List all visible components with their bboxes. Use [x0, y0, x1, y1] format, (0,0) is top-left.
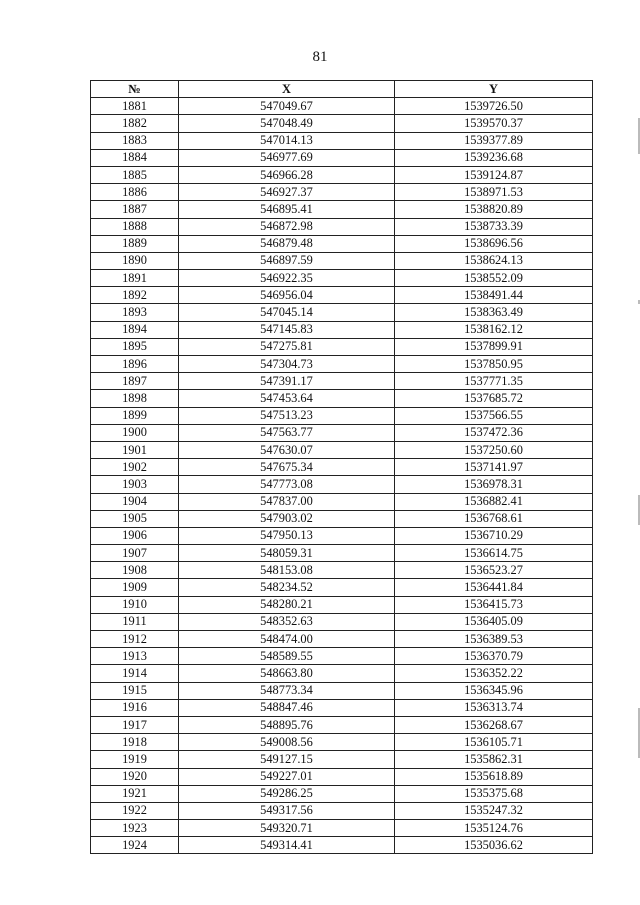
y-coordinate: 1537141.97	[395, 459, 593, 476]
table-row	[91, 201, 593, 218]
point-number: 1887	[91, 201, 179, 218]
table-row	[91, 149, 593, 166]
header-y: Y	[395, 81, 593, 98]
point-number: 1908	[91, 562, 179, 579]
y-coordinate: 1538491.44	[395, 287, 593, 304]
y-coordinate: 1538971.53	[395, 184, 593, 201]
table-row	[91, 287, 593, 304]
table-row	[91, 356, 593, 373]
point-number: 1914	[91, 665, 179, 682]
y-coordinate: 1539570.37	[395, 115, 593, 132]
point-number: 1892	[91, 287, 179, 304]
point-number: 1890	[91, 252, 179, 269]
y-coordinate: 1535036.62	[395, 837, 593, 854]
y-coordinate: 1538162.12	[395, 321, 593, 338]
y-coordinate: 1537472.36	[395, 424, 593, 441]
x-coordinate: 547145.83	[179, 321, 395, 338]
header-number: №	[91, 81, 179, 98]
y-coordinate: 1538820.89	[395, 201, 593, 218]
table-row	[91, 132, 593, 149]
x-coordinate: 547049.67	[179, 98, 395, 115]
x-coordinate: 549227.01	[179, 768, 395, 785]
x-coordinate: 547045.14	[179, 304, 395, 321]
point-number: 1888	[91, 218, 179, 235]
x-coordinate: 548847.46	[179, 699, 395, 716]
x-coordinate: 546872.98	[179, 218, 395, 235]
point-number: 1902	[91, 459, 179, 476]
table-row	[91, 648, 593, 665]
point-number: 1916	[91, 699, 179, 716]
y-coordinate: 1537685.72	[395, 390, 593, 407]
point-number: 1893	[91, 304, 179, 321]
page-number: 81	[312, 49, 328, 65]
point-number: 1883	[91, 132, 179, 149]
y-coordinate: 1537250.60	[395, 441, 593, 458]
x-coordinate: 547903.02	[179, 510, 395, 527]
point-number: 1920	[91, 768, 179, 785]
point-number: 1904	[91, 493, 179, 510]
x-coordinate: 549127.15	[179, 751, 395, 768]
table-row	[91, 321, 593, 338]
table-row	[91, 665, 593, 682]
table-row	[91, 596, 593, 613]
point-number: 1915	[91, 682, 179, 699]
point-number: 1897	[91, 373, 179, 390]
point-number: 1896	[91, 356, 179, 373]
y-coordinate: 1537899.91	[395, 338, 593, 355]
x-coordinate: 549317.56	[179, 802, 395, 819]
x-coordinate: 547773.08	[179, 476, 395, 493]
y-coordinate: 1536405.09	[395, 613, 593, 630]
x-coordinate: 548474.00	[179, 631, 395, 648]
y-coordinate: 1537850.95	[395, 356, 593, 373]
x-coordinate: 548234.52	[179, 579, 395, 596]
table-row	[91, 407, 593, 424]
x-coordinate: 547837.00	[179, 493, 395, 510]
table-row	[91, 270, 593, 287]
x-coordinate: 547950.13	[179, 527, 395, 544]
point-number: 1912	[91, 631, 179, 648]
table-row	[91, 252, 593, 269]
point-number: 1918	[91, 734, 179, 751]
point-number: 1924	[91, 837, 179, 854]
x-coordinate: 548773.34	[179, 682, 395, 699]
table-row	[91, 716, 593, 733]
point-number: 1895	[91, 338, 179, 355]
x-coordinate: 546956.04	[179, 287, 395, 304]
point-number: 1909	[91, 579, 179, 596]
y-coordinate: 1536268.67	[395, 716, 593, 733]
table-row	[91, 579, 593, 596]
table-row	[91, 768, 593, 785]
x-coordinate: 548663.80	[179, 665, 395, 682]
table-row	[91, 734, 593, 751]
table-row	[91, 304, 593, 321]
point-number: 1921	[91, 785, 179, 802]
table-row	[91, 837, 593, 854]
point-number: 1903	[91, 476, 179, 493]
point-number: 1885	[91, 166, 179, 183]
y-coordinate: 1536370.79	[395, 648, 593, 665]
x-coordinate: 546879.48	[179, 235, 395, 252]
table-row	[91, 820, 593, 837]
y-coordinate: 1536441.84	[395, 579, 593, 596]
x-coordinate: 547630.07	[179, 441, 395, 458]
x-coordinate: 549314.41	[179, 837, 395, 854]
table-row	[91, 424, 593, 441]
table-row	[91, 98, 593, 115]
y-coordinate: 1536768.61	[395, 510, 593, 527]
table-row	[91, 545, 593, 562]
x-coordinate: 547563.77	[179, 424, 395, 441]
table-row	[91, 184, 593, 201]
y-coordinate: 1538552.09	[395, 270, 593, 287]
y-coordinate: 1536105.71	[395, 734, 593, 751]
point-number: 1884	[91, 149, 179, 166]
point-number: 1886	[91, 184, 179, 201]
x-coordinate: 548059.31	[179, 545, 395, 562]
point-number: 1901	[91, 441, 179, 458]
point-number: 1911	[91, 613, 179, 630]
x-coordinate: 546977.69	[179, 149, 395, 166]
x-coordinate: 547453.64	[179, 390, 395, 407]
table-row	[91, 682, 593, 699]
y-coordinate: 1536523.27	[395, 562, 593, 579]
table-row	[91, 390, 593, 407]
x-coordinate: 547391.17	[179, 373, 395, 390]
y-coordinate: 1537771.35	[395, 373, 593, 390]
table-row	[91, 802, 593, 819]
table-row	[91, 373, 593, 390]
y-coordinate: 1539236.68	[395, 149, 593, 166]
y-coordinate: 1538696.56	[395, 235, 593, 252]
point-number: 1913	[91, 648, 179, 665]
table-row	[91, 510, 593, 527]
x-coordinate: 546922.35	[179, 270, 395, 287]
y-coordinate: 1539726.50	[395, 98, 593, 115]
table-row	[91, 751, 593, 768]
y-coordinate: 1535862.31	[395, 751, 593, 768]
y-coordinate: 1539377.89	[395, 132, 593, 149]
x-coordinate: 546927.37	[179, 184, 395, 201]
header-row	[91, 81, 593, 98]
table-row	[91, 699, 593, 716]
y-coordinate: 1538363.49	[395, 304, 593, 321]
y-coordinate: 1538624.13	[395, 252, 593, 269]
table-header	[91, 81, 593, 98]
y-coordinate: 1536389.53	[395, 631, 593, 648]
point-number: 1898	[91, 390, 179, 407]
table-row	[91, 166, 593, 183]
x-coordinate: 547014.13	[179, 132, 395, 149]
x-coordinate: 548589.55	[179, 648, 395, 665]
y-coordinate: 1536415.73	[395, 596, 593, 613]
header-x: X	[179, 81, 395, 98]
point-number: 1923	[91, 820, 179, 837]
x-coordinate: 548153.08	[179, 562, 395, 579]
y-coordinate: 1536710.29	[395, 527, 593, 544]
y-coordinate: 1536345.96	[395, 682, 593, 699]
x-coordinate: 548352.63	[179, 613, 395, 630]
table-body	[91, 98, 593, 854]
y-coordinate: 1535247.32	[395, 802, 593, 819]
point-number: 1905	[91, 510, 179, 527]
point-number: 1906	[91, 527, 179, 544]
table-row	[91, 785, 593, 802]
point-number: 1922	[91, 802, 179, 819]
x-coordinate: 546895.41	[179, 201, 395, 218]
point-number: 1910	[91, 596, 179, 613]
table-row	[91, 493, 593, 510]
x-coordinate: 548280.21	[179, 596, 395, 613]
table-row	[91, 562, 593, 579]
x-coordinate: 549286.25	[179, 785, 395, 802]
table-row	[91, 338, 593, 355]
x-coordinate: 547513.23	[179, 407, 395, 424]
x-coordinate: 548895.76	[179, 716, 395, 733]
table-row	[91, 235, 593, 252]
point-number: 1899	[91, 407, 179, 424]
x-coordinate: 549320.71	[179, 820, 395, 837]
y-coordinate: 1535375.68	[395, 785, 593, 802]
table-row	[91, 441, 593, 458]
point-number: 1881	[91, 98, 179, 115]
x-coordinate: 546966.28	[179, 166, 395, 183]
y-coordinate: 1536978.31	[395, 476, 593, 493]
point-number: 1889	[91, 235, 179, 252]
y-coordinate: 1539124.87	[395, 166, 593, 183]
y-coordinate: 1535124.76	[395, 820, 593, 837]
table-row	[91, 459, 593, 476]
y-coordinate: 1536882.41	[395, 493, 593, 510]
point-number: 1919	[91, 751, 179, 768]
y-coordinate: 1537566.55	[395, 407, 593, 424]
y-coordinate: 1536313.74	[395, 699, 593, 716]
x-coordinate: 547304.73	[179, 356, 395, 373]
y-coordinate: 1538733.39	[395, 218, 593, 235]
point-number: 1882	[91, 115, 179, 132]
y-coordinate: 1536352.22	[395, 665, 593, 682]
x-coordinate: 546897.59	[179, 252, 395, 269]
table-row	[91, 613, 593, 630]
y-coordinate: 1535618.89	[395, 768, 593, 785]
x-coordinate: 547675.34	[179, 459, 395, 476]
x-coordinate: 547048.49	[179, 115, 395, 132]
x-coordinate: 547275.81	[179, 338, 395, 355]
point-number: 1894	[91, 321, 179, 338]
table-row	[91, 631, 593, 648]
table-row	[91, 527, 593, 544]
table-row	[91, 218, 593, 235]
y-coordinate: 1536614.75	[395, 545, 593, 562]
table-row	[91, 115, 593, 132]
point-number: 1900	[91, 424, 179, 441]
table-row	[91, 476, 593, 493]
point-number: 1907	[91, 545, 179, 562]
point-number: 1917	[91, 716, 179, 733]
point-number: 1891	[91, 270, 179, 287]
coordinates-table	[90, 80, 593, 854]
x-coordinate: 549008.56	[179, 734, 395, 751]
